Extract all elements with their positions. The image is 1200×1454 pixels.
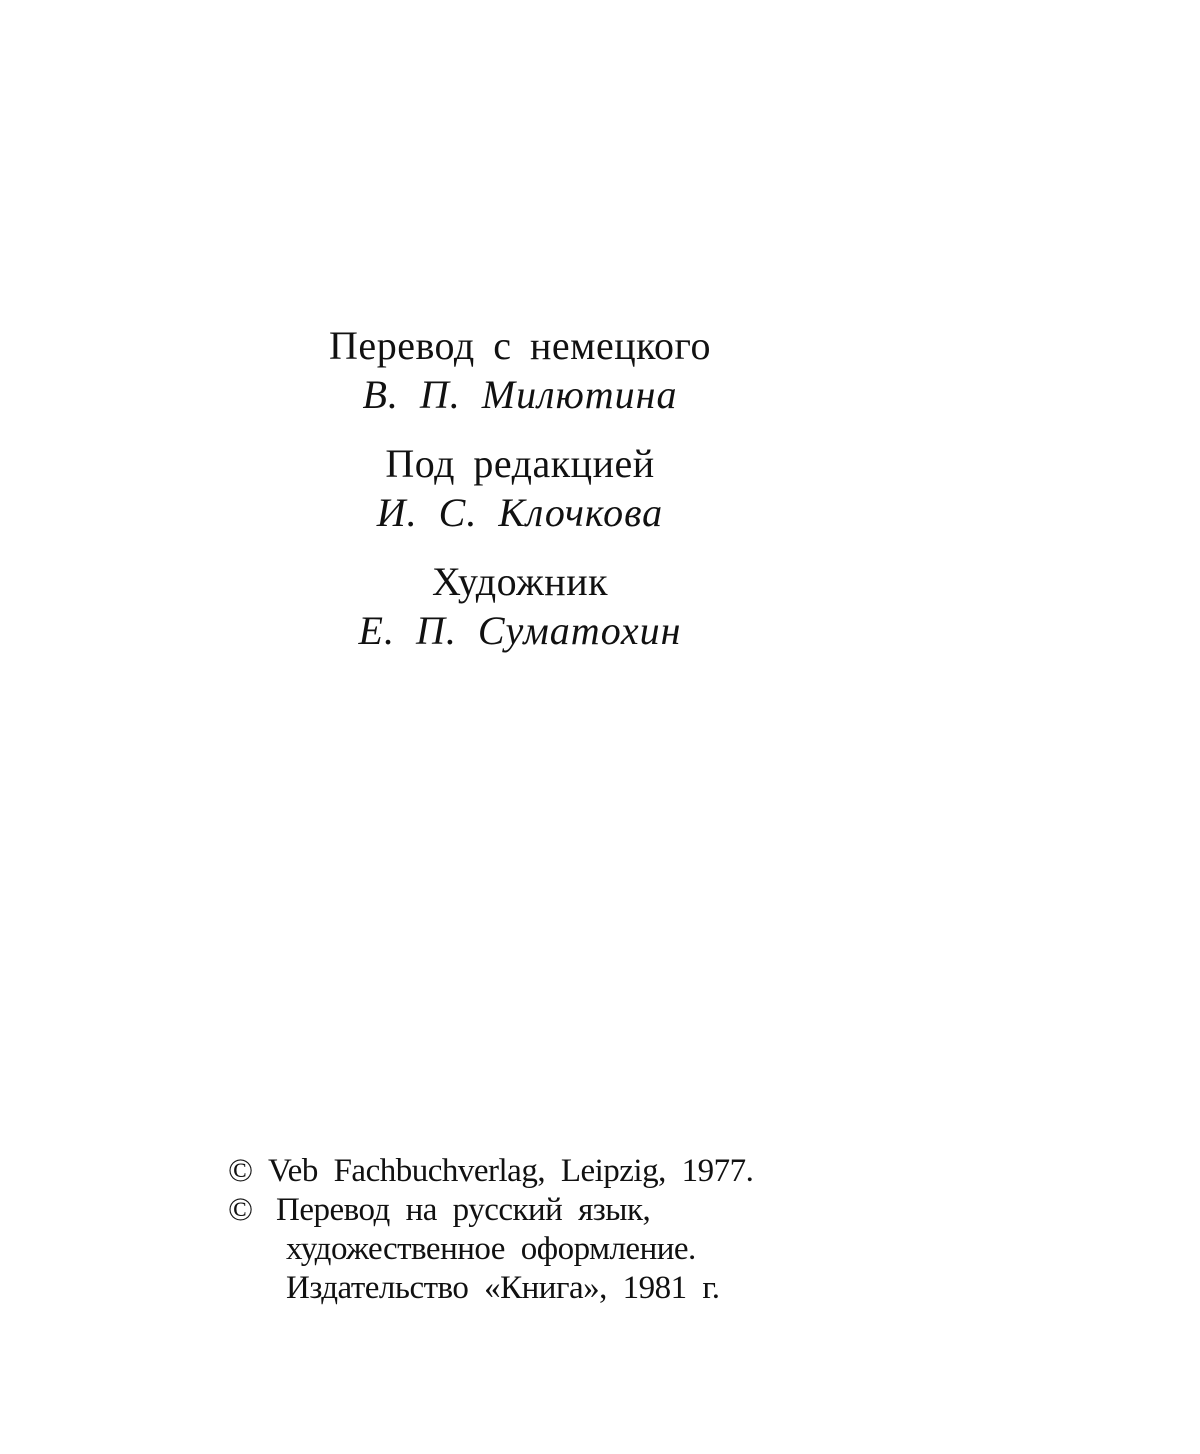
copyright-notice [228,1152,753,1308]
credit-editor [0,440,1040,538]
credits-section [0,322,1040,676]
copyright-publisher-text: Издательство «Книга», 1981 г. [286,1270,720,1306]
copyright-line-translation [228,1191,753,1230]
copyright-translation-text: Перевод на русский язык, [276,1192,651,1228]
credit-role: Художник [431,559,609,604]
copyright-symbol: © [228,1153,253,1189]
copyright-design-text: художественное оформление. [286,1231,696,1267]
copyright-original-text: Veb Fachbuchverlag, Leipzig, 1977. [268,1153,754,1189]
copyright-line-original [228,1152,753,1191]
credit-person: И. С. Клочкова [376,490,664,535]
credit-person: Е. П. Суматохин [358,608,682,653]
credit-role: Перевод с немецкого [329,323,711,368]
copyright-symbol: © [228,1192,253,1228]
credit-artist [0,558,1040,656]
credit-translator [0,322,1040,420]
credit-role: Под редакцией [385,441,655,486]
credit-person: В. П. Милютина [362,372,678,417]
